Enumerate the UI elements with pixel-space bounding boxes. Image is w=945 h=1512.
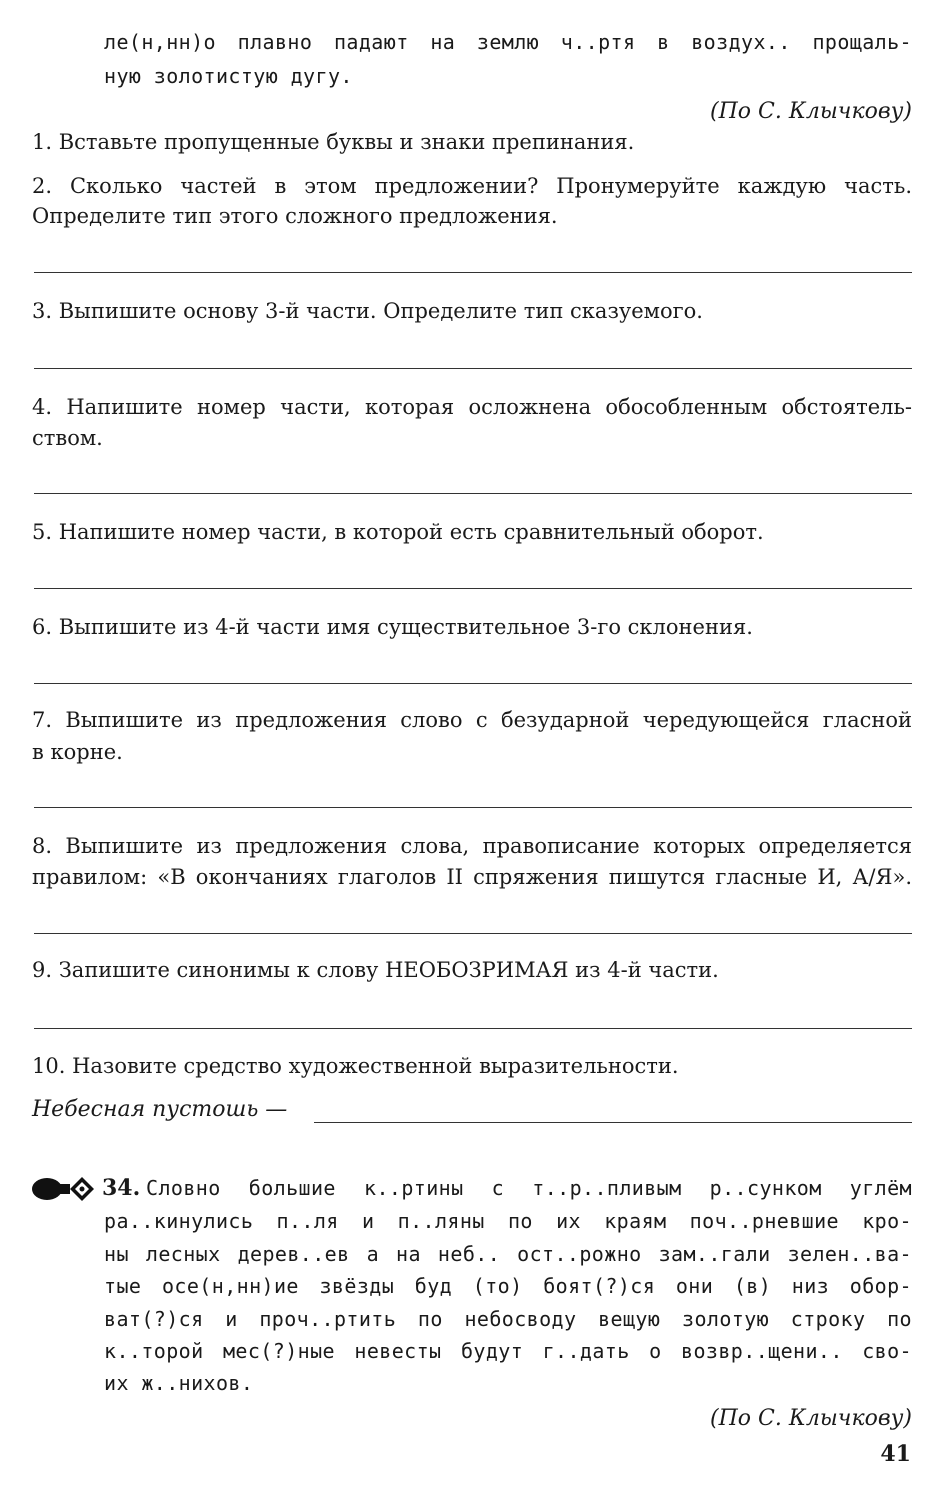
answer-line[interactable] (34, 272, 912, 273)
answer-line[interactable] (34, 588, 912, 589)
answer-line[interactable] (314, 1122, 912, 1123)
exercise-line: тые осе(н,нн)ие звёзды буд (то) боят(?)ся они (в) низ обор- (104, 1274, 912, 1298)
answer-line[interactable] (34, 683, 912, 684)
exercise-line: Словно большие к..ртины с т..р..пливым р..сунком углём (146, 1176, 912, 1200)
answer-line[interactable] (34, 493, 912, 494)
question-2-cont: Определите тип этого сложного предложения. (32, 204, 558, 228)
attribution: (По С. Клычкову) (710, 1406, 912, 1431)
exercise-line: ват(?)ся и проч..ртить по небосводу вещую золотую строку по (104, 1307, 912, 1331)
question-6: 6. Выпишите из 4-й части имя существительное 3-го склонения. (32, 615, 753, 639)
hand-pointer-icon (30, 1172, 96, 1206)
exercise-line: ра..кинулись п..ля и п..ляны по их краям поч..рневшие кро- (104, 1209, 912, 1233)
question-8-cont: правилом: «В окончаниях глаголов II спряжения пишутся гласные И, А/Я». (32, 865, 912, 889)
text-line: ную золотистую дугу. (104, 64, 353, 88)
attribution: (По С. Клычкову) (710, 99, 912, 124)
exercise-line: ны лесных дерев..ев а на неб.. ост..рожно зам..гали зелен..ва- (104, 1242, 912, 1266)
question-5: 5. Напишите номер части, в которой есть сравнительный оборот. (32, 520, 764, 544)
question-9: 9. Запишите синонимы к слову НЕОБОЗРИМАЯ из 4-й части. (32, 958, 719, 982)
question-10: 10. Назовите средство художественной выразительности. (32, 1054, 679, 1078)
page-number: 41 (880, 1441, 911, 1467)
question-4: 4. Напишите номер части, которая осложнена обособленным обстоятель- (32, 395, 912, 419)
answer-line[interactable] (34, 933, 912, 934)
exercise-line: к..торой мес(?)ные невесты будут г..дать о возвр..щени.. сво- (104, 1339, 912, 1363)
exercise-number: 34. (102, 1175, 141, 1201)
question-7-cont: в корне. (32, 740, 123, 764)
answer-line[interactable] (34, 1028, 912, 1029)
answer-line[interactable] (34, 368, 912, 369)
question-4-cont: ством. (32, 426, 103, 450)
text-line: ле(н,нн)о плавно падают на землю ч..ртя в воздух.. прощаль- (104, 30, 912, 54)
exercise-line: их ж..нихов. (104, 1371, 254, 1395)
question-3: 3. Выпишите основу 3-й части. Определите тип сказуемого. (32, 299, 703, 323)
question-1: 1. Вставьте пропущенные буквы и знаки препинания. (32, 130, 635, 154)
question-8: 8. Выпишите из предложения слова, правописание которых определяется (32, 834, 912, 858)
answer-prompt: Небесная пустошь — (32, 1097, 288, 1122)
question-2: 2. Сколько частей в этом предложении? Пронумеруйте каждую часть. (32, 174, 912, 198)
question-7: 7. Выпишите из предложения слово с безударной чередующейся гласной (32, 708, 912, 732)
answer-line[interactable] (34, 807, 912, 808)
